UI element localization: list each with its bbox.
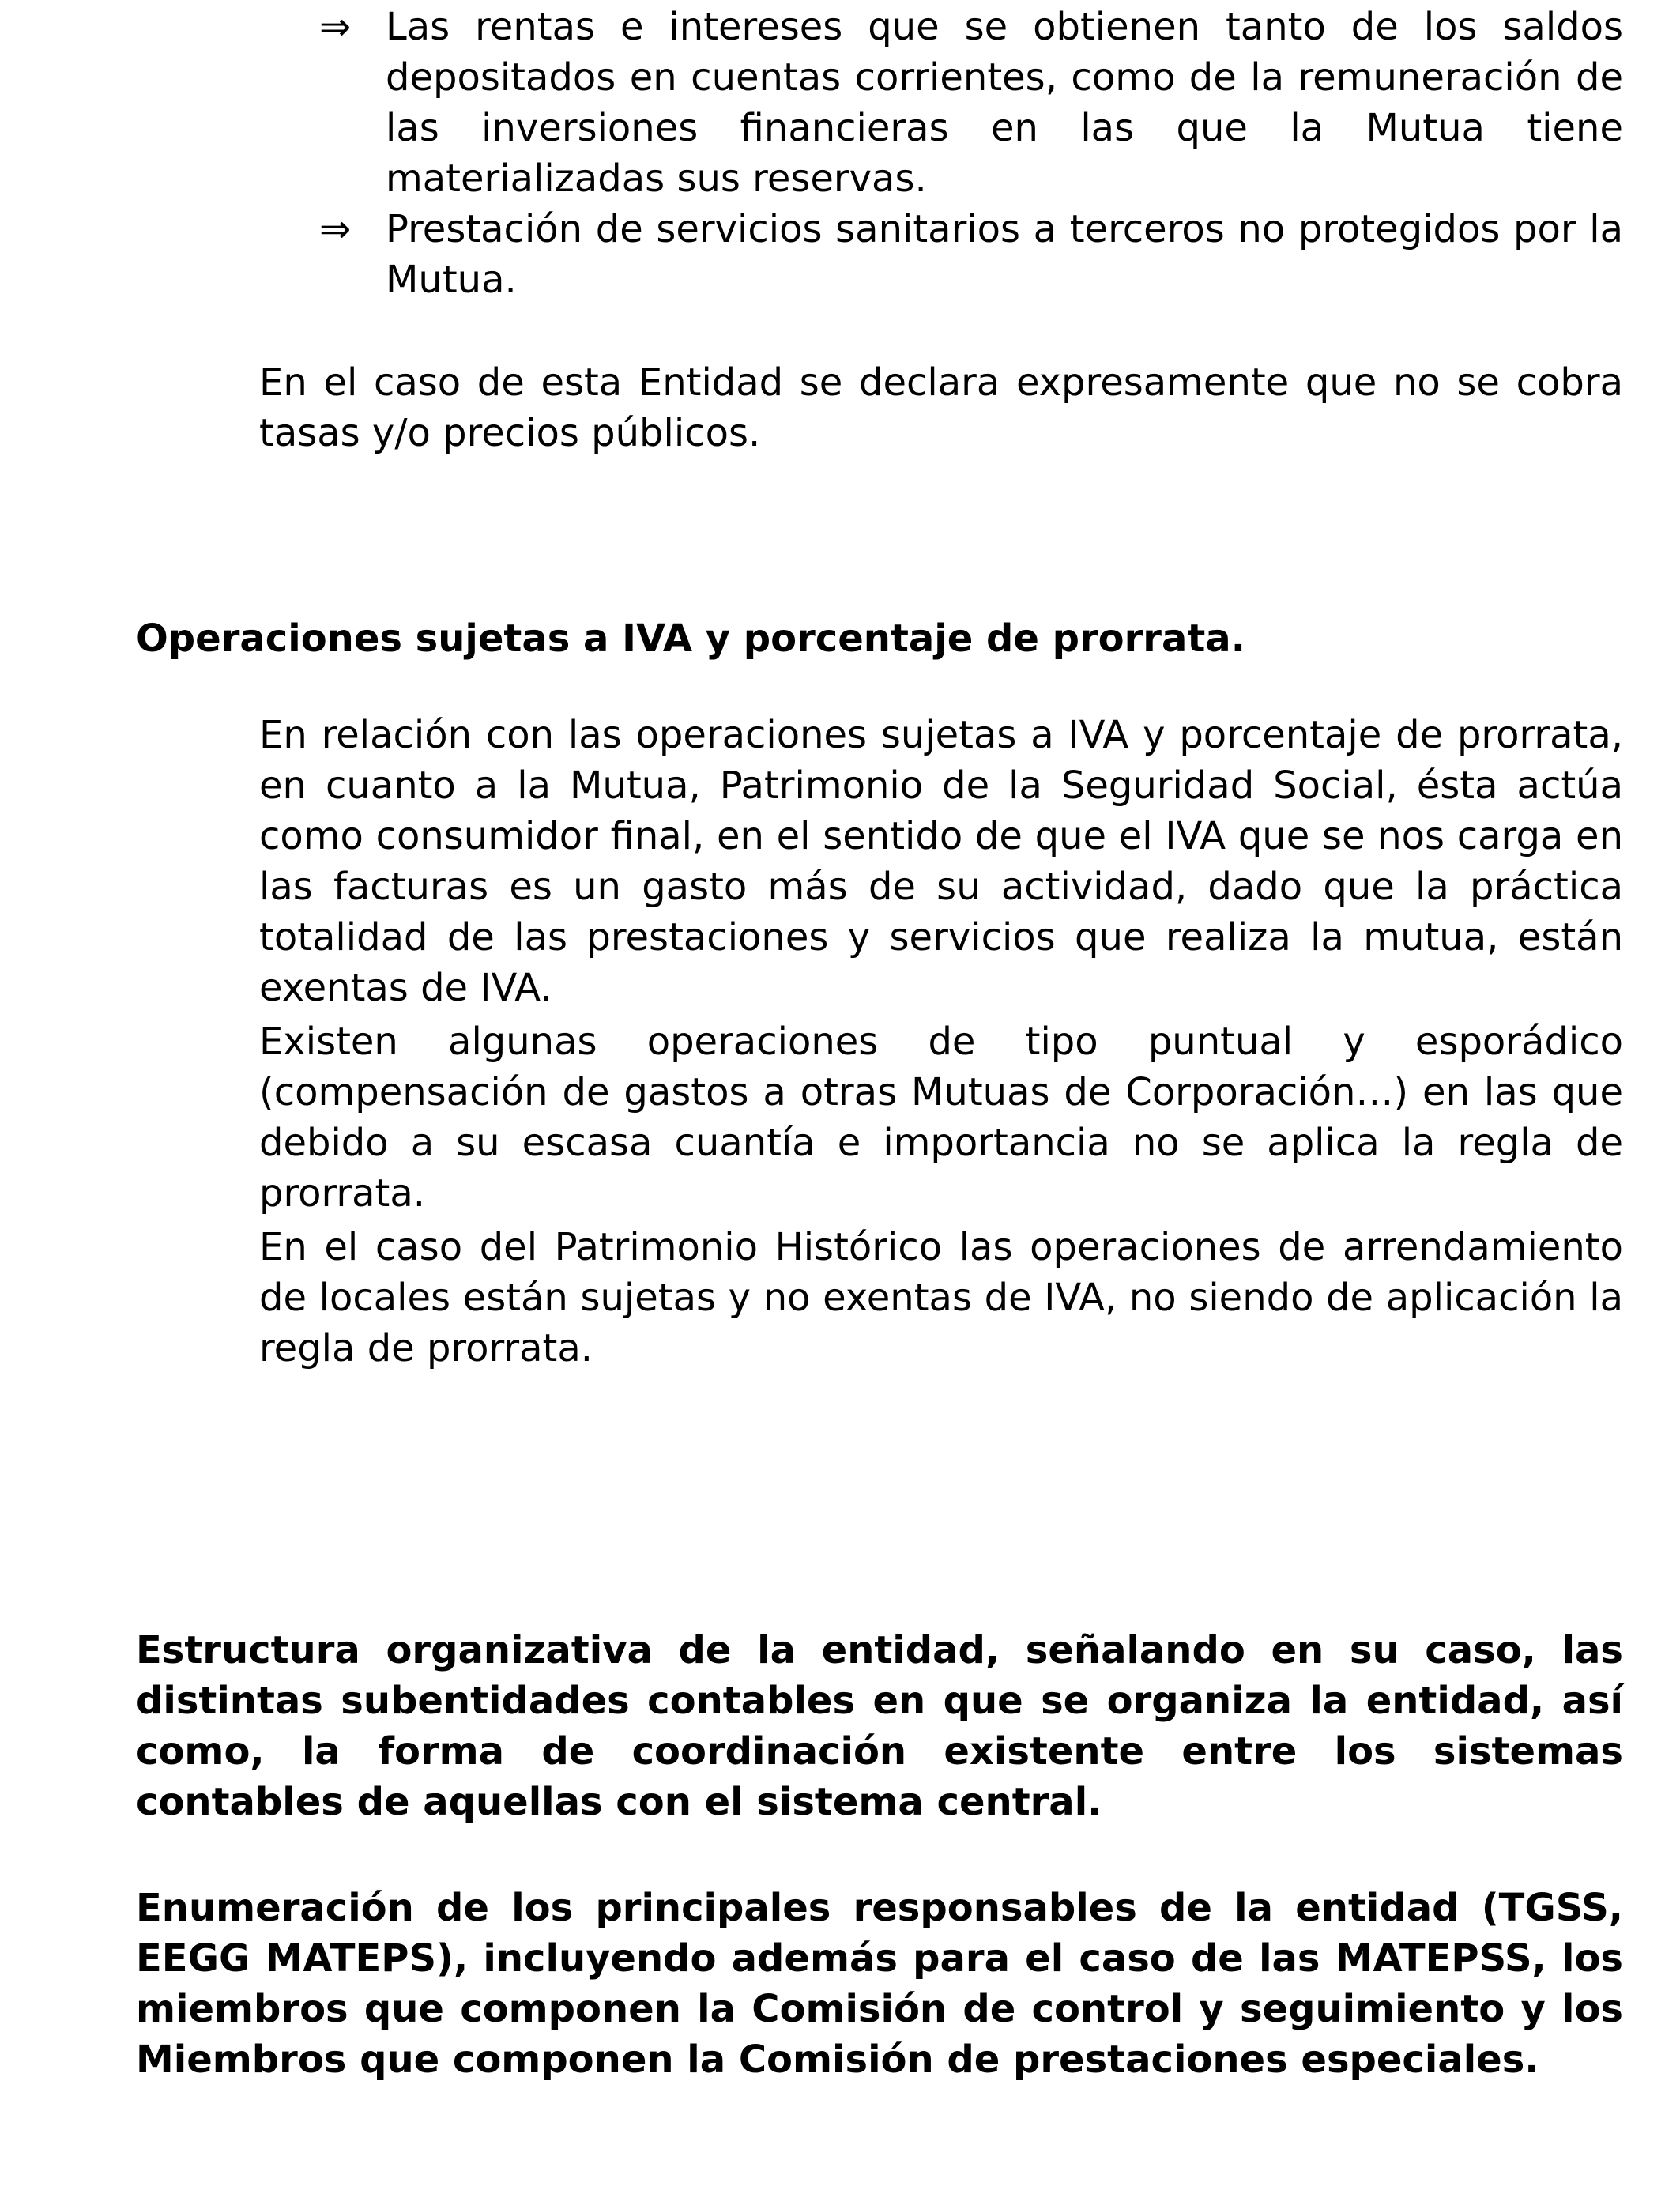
bullet-item-rentas: Las rentas e intereses que se obtienen tanto de los saldos depositados en cuentas corrientes, como de la remuneración de las inversiones financieras en las que la Mutua tiene materializadas sus reservas. (386, 5, 1623, 201)
paragraph-iva-1: En relación con las operaciones sujetas a IVA y porcentaje de prorrata, en cuanto a la Mutua, Patrimonio de la Seguridad Social, ésta actúa como consumidor final, en el sentido de que el IVA que se nos carga en las facturas es un gasto más de su actividad, dado que la práctica totalidad de las prestaciones y servicios que realiza la mutua, están exentas de IVA. (259, 713, 1623, 1010)
bullet-item-prestacion: Prestación de servicios sanitarios a terceros no protegidos por la Mutua. (386, 207, 1623, 302)
section-heading-estructura: Estructura organizativa de la entidad, señalando en su caso, las distintas subentidades contables en que se organiza la entidad, así como, la forma de coordinación existente entre los sistemas contables de aquellas con el sistema central. (136, 1628, 1623, 1824)
section-heading-iva: Operaciones sujetas a IVA y porcentaje de prorrata. (136, 616, 1245, 661)
section-heading-responsables: Enumeración de los principales responsables de la entidad (TGSS, EEGG MATEPS), incluyendo además para el caso de las MATEPSS, los miembros que componen la Comisión de control y seguimiento y los Miembros que componen la Comisión de prestaciones especiales. (136, 1886, 1623, 2082)
paragraph-tasas: En el caso de esta Entidad se declara expresamente que no se cobra tasas y/o precios públicos. (259, 360, 1623, 455)
arrow-bullet-icon: ⇒ (319, 207, 352, 251)
paragraph-iva-3: En el caso del Patrimonio Histórico las operaciones de arrendamiento de locales están sujetas y no exentas de IVA, no siendo de aplicación la regla de prorrata. (259, 1225, 1623, 1370)
arrow-bullet-icon: ⇒ (319, 5, 352, 49)
paragraph-iva-2: Existen algunas operaciones de tipo puntual y esporádico (compensación de gastos a otras Mutuas de Corporación…) en las que debido a su escasa cuantía e importancia no se aplica la regla de prorrata. (259, 1020, 1623, 1216)
